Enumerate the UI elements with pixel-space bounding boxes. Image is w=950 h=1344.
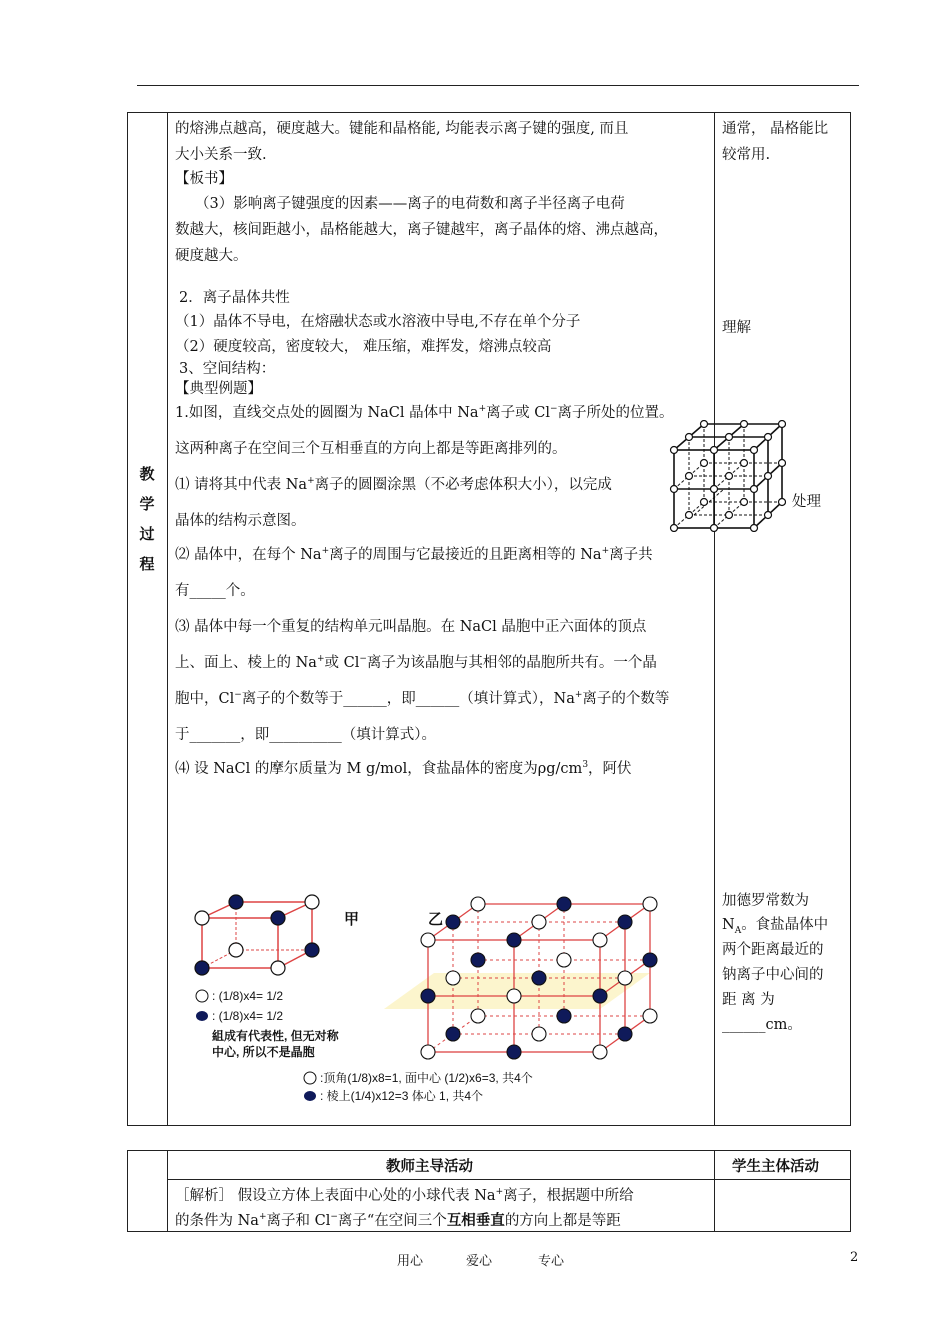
superscript: + — [574, 690, 583, 701]
label-yi: 乙 — [428, 910, 444, 928]
column-divider — [167, 1151, 168, 1231]
superscript: − — [549, 404, 558, 415]
page-number: 2 — [850, 1250, 859, 1265]
text-run: 离子为该晶胞与其相邻的晶胞所共有。一个晶 — [366, 655, 657, 671]
text-run: 胞中，Cl — [175, 691, 235, 707]
text-run: ⑴ 请将其中代表 Na — [175, 477, 308, 493]
text-line: 硬度越大。 — [175, 248, 248, 264]
side-text: 两个距离最近的 — [722, 942, 824, 958]
legend-white: : (1/8)x4= 1/2 — [212, 989, 284, 1003]
side-text — [722, 913, 828, 934]
label-char: 过 — [139, 525, 155, 543]
text-run: 离子，根据题中所给 — [503, 1188, 634, 1204]
text-line: （2）硬度较高，密度较大， 难压缩，难挥发，熔沸点较高 — [175, 339, 552, 355]
text-run: 。食盐晶体中 — [741, 917, 829, 933]
question-1-4 — [175, 757, 632, 778]
side-text: ______cm。 — [722, 1017, 802, 1033]
text-run: 离子共 — [609, 547, 653, 563]
superscript: 3 — [582, 760, 589, 771]
text-run: 或 Cl — [324, 655, 360, 671]
subscript: A — [734, 925, 742, 936]
text-run: 上、面上、棱上的 Na — [175, 655, 317, 671]
text-line: 2．离子晶体共性 — [179, 290, 290, 306]
teacher-header: 教师主导活动 — [386, 1159, 473, 1175]
side-text: 较常用. — [722, 147, 771, 163]
column-divider — [714, 113, 715, 1125]
text-run: ［解析］ 假设立方体上表面中心处的小球代表 Na — [175, 1188, 496, 1204]
text-line: 这两种离子在空间三个互相垂直的方向上都是等距离排列的。 — [175, 441, 567, 457]
example-heading: 【典型例题】 — [175, 381, 262, 397]
note-line: 中心, 所以不是晶胞 — [212, 1045, 315, 1059]
question-1 — [175, 401, 674, 422]
superscript: − — [330, 1212, 338, 1223]
side-text: 理解 — [722, 320, 751, 336]
label-jia: 甲 — [344, 910, 360, 928]
text-line: 的熔沸点越高，硬度越大。键能和晶格能, 均能表示离子键的强度, 而且 — [175, 121, 629, 137]
text-run: 的条件为 Na — [175, 1213, 259, 1229]
column-divider — [167, 113, 168, 1125]
text-run: 的方向上都是等距 — [504, 1213, 621, 1229]
text-run: ，阿伏 — [588, 761, 632, 777]
superscript: + — [601, 546, 610, 557]
text-line — [175, 687, 669, 708]
column-divider — [714, 1151, 715, 1231]
side-text: 距 离 为 — [722, 992, 775, 1008]
unit-cell-diagram — [188, 888, 668, 1108]
text-run: ⑵ 晶体中，在每个 Na — [175, 547, 322, 563]
text-run: 离子“在空间三个 — [337, 1213, 447, 1229]
side-text: 加德罗常数为 — [722, 893, 809, 909]
side-text: 通常， 晶格能比 — [722, 121, 829, 137]
text-line: （3）影响离子键强度的因素——离子的电荷数和离子半径离子电荷 — [195, 196, 625, 212]
text-run: ⑷ 设 NaCl 的摩尔质量为 M g/mol，食盐晶体的密度为ρg/cm — [175, 761, 583, 777]
note-line: 組成有代表性, 但无对称 — [212, 1029, 339, 1043]
question-1-2 — [175, 543, 653, 564]
text-run: 离子的圆圈涂黑（不必考虑体积大小），以完成 — [314, 477, 612, 493]
text-line: 有_____个。 — [175, 583, 255, 599]
superscript: + — [321, 546, 330, 557]
superscript: + — [316, 654, 325, 665]
text-line: 大小关系一致. — [175, 147, 267, 163]
side-text: 钠离子中心间的 — [722, 967, 824, 983]
legend-dark: : (1/8)x4= 1/2 — [212, 1009, 284, 1023]
activity-table — [127, 1150, 851, 1232]
section-label — [134, 459, 160, 579]
text-line: 数越大，核间距越小，晶格能越大，离子键越牢，离子晶体的熔、沸点越高， — [175, 222, 668, 238]
text-line: 于_______，即__________（填计算式）。 — [175, 727, 436, 743]
text-line: 晶体的结构示意图。 — [175, 513, 306, 529]
student-header: 学生主体活动 — [732, 1159, 819, 1175]
footer-text: 专心 — [538, 1254, 565, 1269]
superscript: − — [234, 690, 242, 701]
label-char: 学 — [139, 495, 155, 513]
text-run: 离子的个数等于______，即______（填计算式），Na — [241, 691, 575, 707]
text-line: （1）晶体不导电，在熔融状态或水溶液中导电,不存在单个分子 — [175, 314, 581, 330]
text-run: 离子所处的位置。 — [557, 405, 674, 421]
footer-text: 用心 — [397, 1254, 424, 1269]
label-char: 教 — [139, 465, 155, 483]
text-line — [175, 651, 657, 672]
superscript: + — [495, 1187, 504, 1198]
header-rule — [137, 85, 859, 86]
row-divider — [167, 1179, 850, 1180]
label-column — [128, 113, 167, 1125]
question-1-1 — [175, 473, 612, 494]
text-run: 1.如图，直线交点处的圆圈为 NaCl 晶体中 Na — [175, 405, 479, 421]
note-line: : 棱上(1/4)x12=3 体心 1, 共4个 — [320, 1089, 484, 1103]
analysis-line — [175, 1209, 621, 1230]
superscript: + — [307, 476, 315, 487]
superscript: + — [258, 1212, 267, 1223]
footer-text: 爱心 — [466, 1254, 493, 1269]
question-1-3: ⑶ 晶体中每一个重复的结构单元叫晶胞。在 NaCl 晶胞中正六面体的顶点 — [175, 619, 647, 635]
text-run: 离子和 Cl — [266, 1213, 331, 1229]
text-line: 3、空间结构： — [179, 361, 276, 377]
superscript: − — [359, 654, 367, 665]
text-run: 离子的周围与它最接近的且距离相等的 Na — [329, 547, 602, 563]
note-line: :顶角(1/8)x8=1, 面中心 (1/2)x6=3, 共4个 — [320, 1071, 533, 1085]
text-run: 离子或 Cl — [486, 405, 550, 421]
label-char: 程 — [139, 555, 155, 573]
board-heading: 【板书】 — [175, 171, 233, 187]
analysis-line — [175, 1184, 634, 1205]
text-run: 离子的个数等 — [582, 691, 670, 707]
nacl-lattice-figure — [668, 420, 786, 532]
superscript: + — [478, 404, 487, 415]
text-run: N — [722, 917, 735, 933]
emphasis: 互相垂直 — [446, 1212, 505, 1229]
side-text: 处理 — [792, 494, 821, 510]
